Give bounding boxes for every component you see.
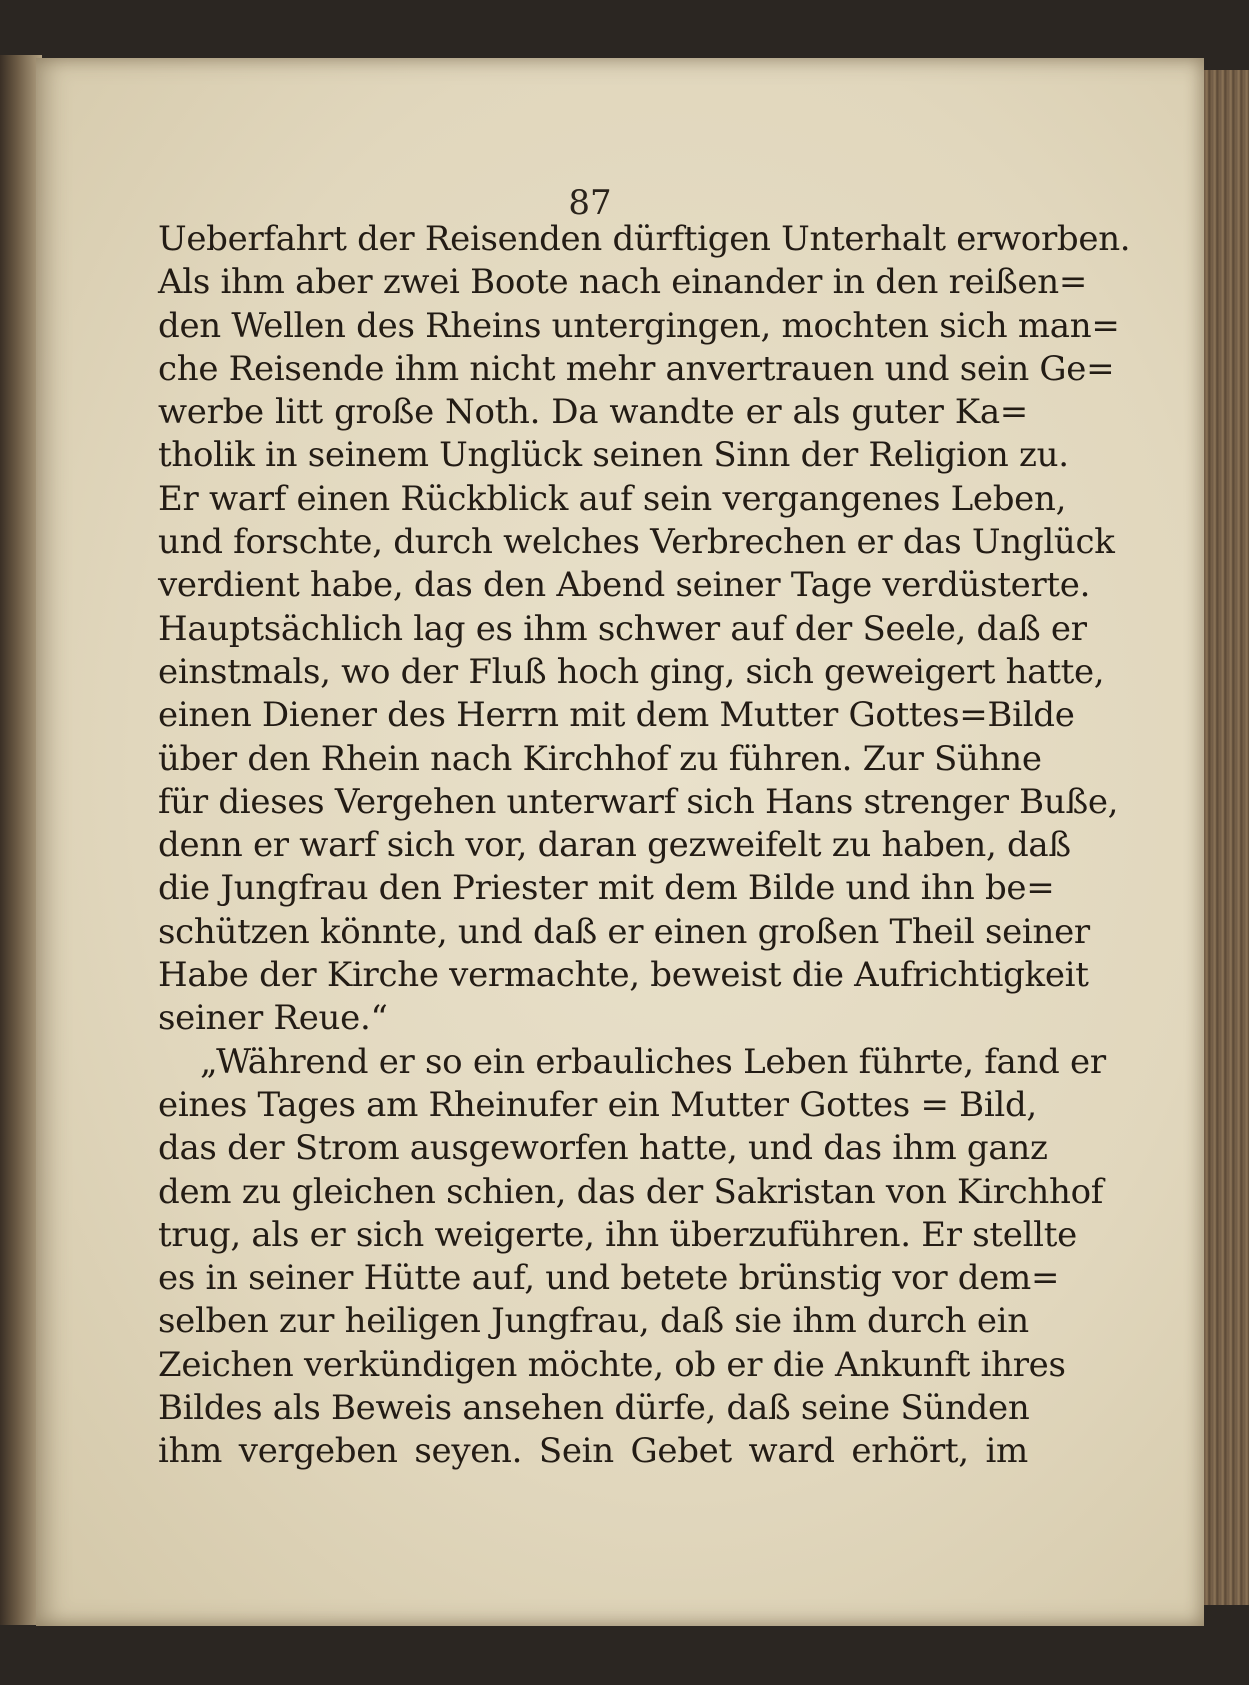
text-line: den Wellen des Rheins untergingen, mochten sich man= xyxy=(158,305,1120,346)
body-text xyxy=(158,218,1131,1474)
text-line: schützen könnte, und daß er einen großen Theil seiner xyxy=(158,911,1090,952)
text-line: seiner Reue.“ xyxy=(158,998,388,1039)
text-line: dem zu gleichen schien, das der Sakristan von Kirchhof xyxy=(158,1171,1104,1212)
text-line: das der Strom ausgeworfen hatte, und das ihm ganz xyxy=(158,1128,1048,1169)
text-line: die Jungfrau den Priester mit dem Bilde und ihn be= xyxy=(158,868,1055,909)
text-line: Habe der Kirche vermachte, beweist die Aufrichtigkeit xyxy=(158,955,1089,996)
text-line: einstmals, wo der Fluß hoch ging, sich geweigert hatte, xyxy=(158,651,1105,692)
text-line: verdient habe, das den Abend seiner Tage verdüsterte. xyxy=(158,565,1091,606)
page-number: 87 xyxy=(568,183,612,223)
text-line: denn er warf sich vor, daran gezweifelt zu haben, daß xyxy=(158,825,1071,866)
text-line: Bildes als Beweis ansehen dürfe, daß seine Sünden xyxy=(158,1388,1030,1429)
text-line: ihm vergeben seyen. Sein Gebet ward erhört, im xyxy=(158,1431,1028,1472)
text-line: es in seiner Hütte auf, und betete brünstig vor dem= xyxy=(158,1258,1060,1299)
text-line: Er warf einen Rückblick auf sein vergangenes Leben, xyxy=(158,478,1067,519)
text-line: selben zur heiligen Jungfrau, daß sie ihm durch ein xyxy=(158,1301,1029,1342)
text-line: tholik in seinem Unglück seinen Sinn der Religion zu. xyxy=(158,435,1069,476)
text-line: Ueberfahrt der Reisenden dürftigen Unterhalt erworben. xyxy=(158,219,1131,259)
text-line: und forschte, durch welches Verbrechen er das Unglück xyxy=(158,522,1115,563)
text-line: Hauptsächlich lag es ihm schwer auf der Seele, daß er xyxy=(158,608,1087,649)
text-line: „Während er so ein erbauliches Leben führte, fand er xyxy=(200,1041,1106,1082)
text-line: einen Diener des Herrn mit dem Mutter Gottes=Bilde xyxy=(158,695,1075,736)
text-line: Zeichen verkündigen möchte, ob er die Ankunft ihres xyxy=(158,1344,1066,1385)
text-line: eines Tages am Rheinufer ein Mutter Gottes = Bild, xyxy=(158,1084,1037,1125)
text-line: für dieses Vergehen unterwarf sich Hans strenger Buße, xyxy=(158,781,1119,822)
text-line: che Reisende ihm nicht mehr anvertrauen und sein Ge= xyxy=(158,348,1115,389)
text-line: werbe litt große Noth. Da wandte er als guter Ka= xyxy=(158,392,1028,433)
text-line: über den Rhein nach Kirchhof zu führen. Zur Sühne xyxy=(158,738,1042,779)
text-line: Als ihm aber zwei Boote nach einander in den reißen= xyxy=(158,262,1088,303)
text-line: trug, als er sich weigerte, ihn überzuführen. Er stellte xyxy=(158,1214,1077,1255)
